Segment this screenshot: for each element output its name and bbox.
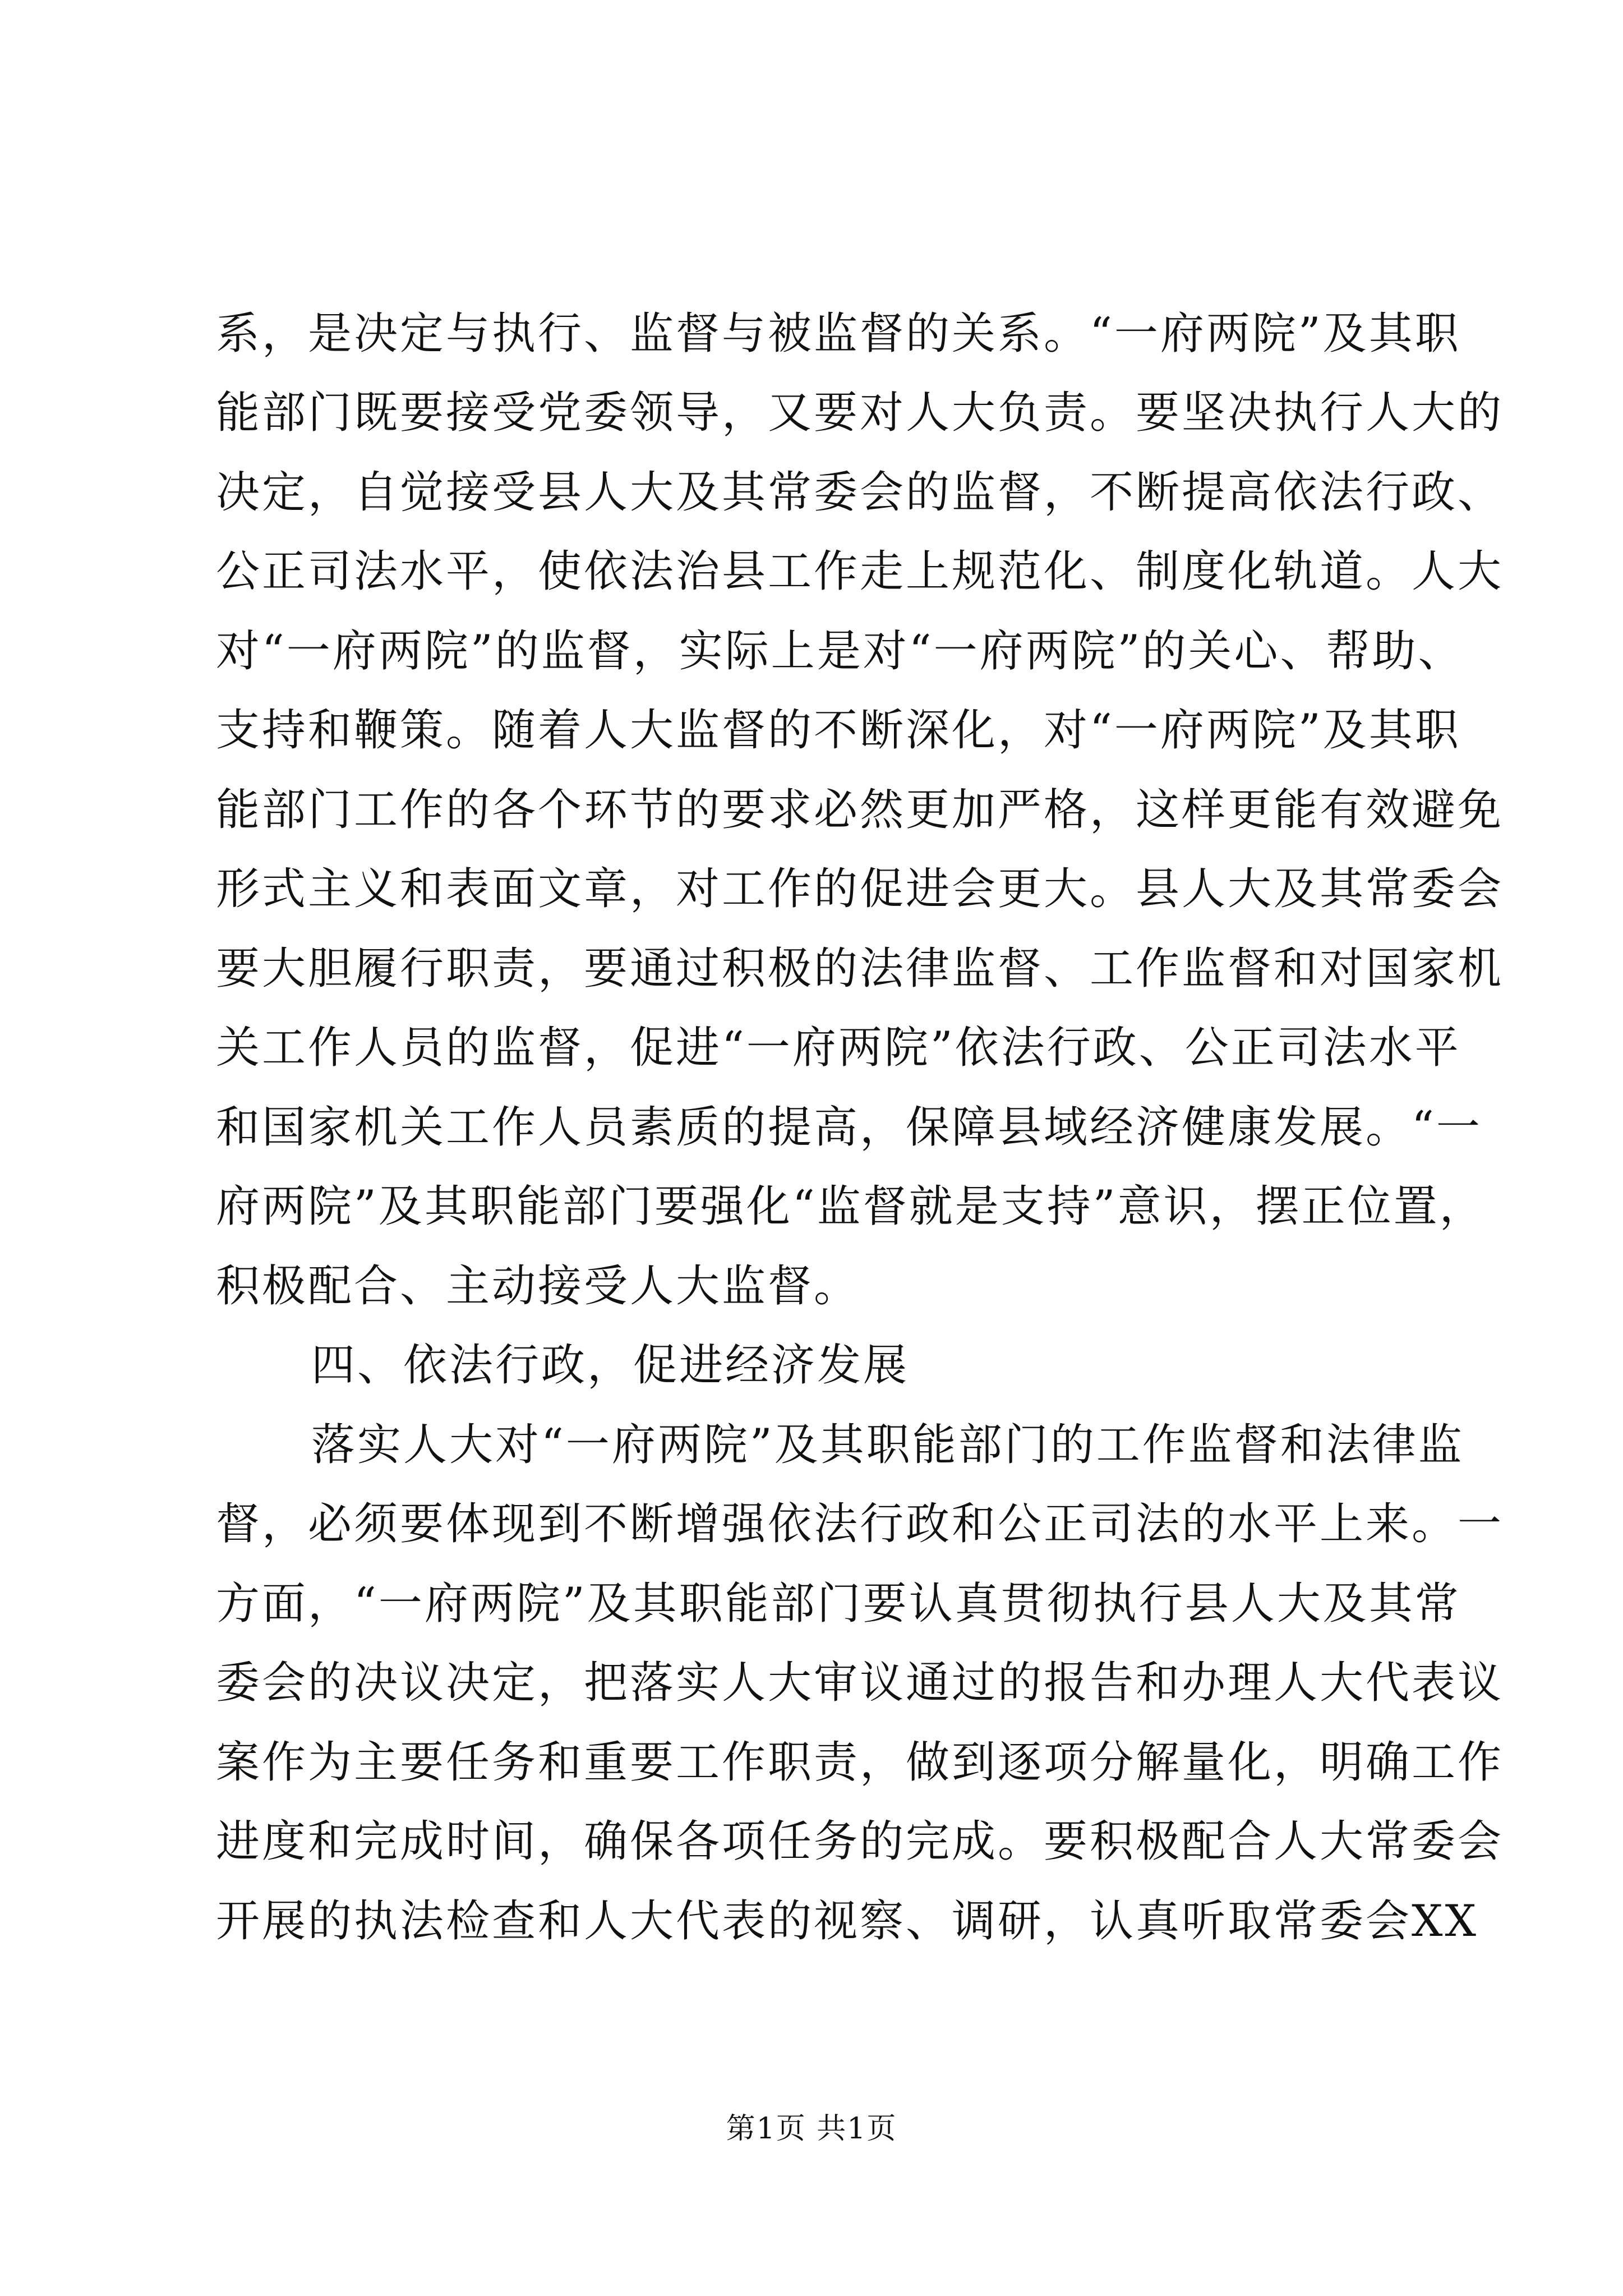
- text-line: 府两院”及其职能部门要强化“监督就是支持”意识，摆正位置，: [216, 1181, 1486, 1232]
- text-line: 形式主义和表面文章，对工作的促进会更大。县人大及其常委会: [216, 864, 1504, 914]
- text-line: 落实人大对“一府两院”及其职能部门的工作监督和法律监: [311, 1420, 1464, 1470]
- text-line: 对“一府两院”的监督，实际上是对“一府两院”的关心、帮助、: [216, 626, 1464, 677]
- text-line: 支持和鞭策。随着人大监督的不断深化，对“一府两院”及其职: [216, 705, 1461, 756]
- text-line: 能部门工作的各个环节的要求必然更加严格，这样更能有效避免: [216, 785, 1504, 835]
- text-line: 方面，“一府两院”及其职能部门要认真贯彻执行县人大及其常: [216, 1579, 1461, 1629]
- text-line: 案作为主要任务和重要工作职责，做到逐项分解量化，明确工作: [216, 1737, 1504, 1788]
- text-line: 督，必须要体现到不断增强依法行政和公正司法的水平上来。一: [216, 1499, 1504, 1549]
- text-line: 委会的决议决定，把落实人大审议通过的报告和办理人大代表议: [216, 1658, 1504, 1708]
- text-line: 要大胆履行职责，要通过积极的法律监督、工作监督和对国家机: [216, 944, 1504, 994]
- text-line: 进度和完成时间，确保各项任务的完成。要积极配合人大常委会: [216, 1816, 1504, 1867]
- text-line: 决定，自觉接受县人大及其常委会的监督，不断提高依法行政、: [216, 467, 1504, 518]
- text-line: 系，是决定与执行、监督与被监督的关系。“一府两院”及其职: [216, 309, 1461, 359]
- text-line: 开展的执法检查和人大代表的视察、调研，认真听取常委会XX: [216, 1896, 1479, 1947]
- text-line: 关工作人员的监督，促进“一府两院”依法行政、公正司法水平: [216, 1023, 1461, 1073]
- text-line: 公正司法水平，使依法治县工作走上规范化、制度化轨道。人大: [216, 546, 1504, 597]
- section-heading: 四、依法行政，促进经济发展: [311, 1340, 910, 1391]
- page-number-footer: 第1页 共1页: [726, 2112, 897, 2146]
- text-line: 能部门既要接受党委领导，又要对人大负责。要坚决执行人大的: [216, 388, 1504, 438]
- text-line: 和国家机关工作人员素质的提高，保障县域经济健康发展。“一: [216, 1102, 1482, 1153]
- text-line: 积极配合、主动接受人大监督。: [216, 1261, 860, 1312]
